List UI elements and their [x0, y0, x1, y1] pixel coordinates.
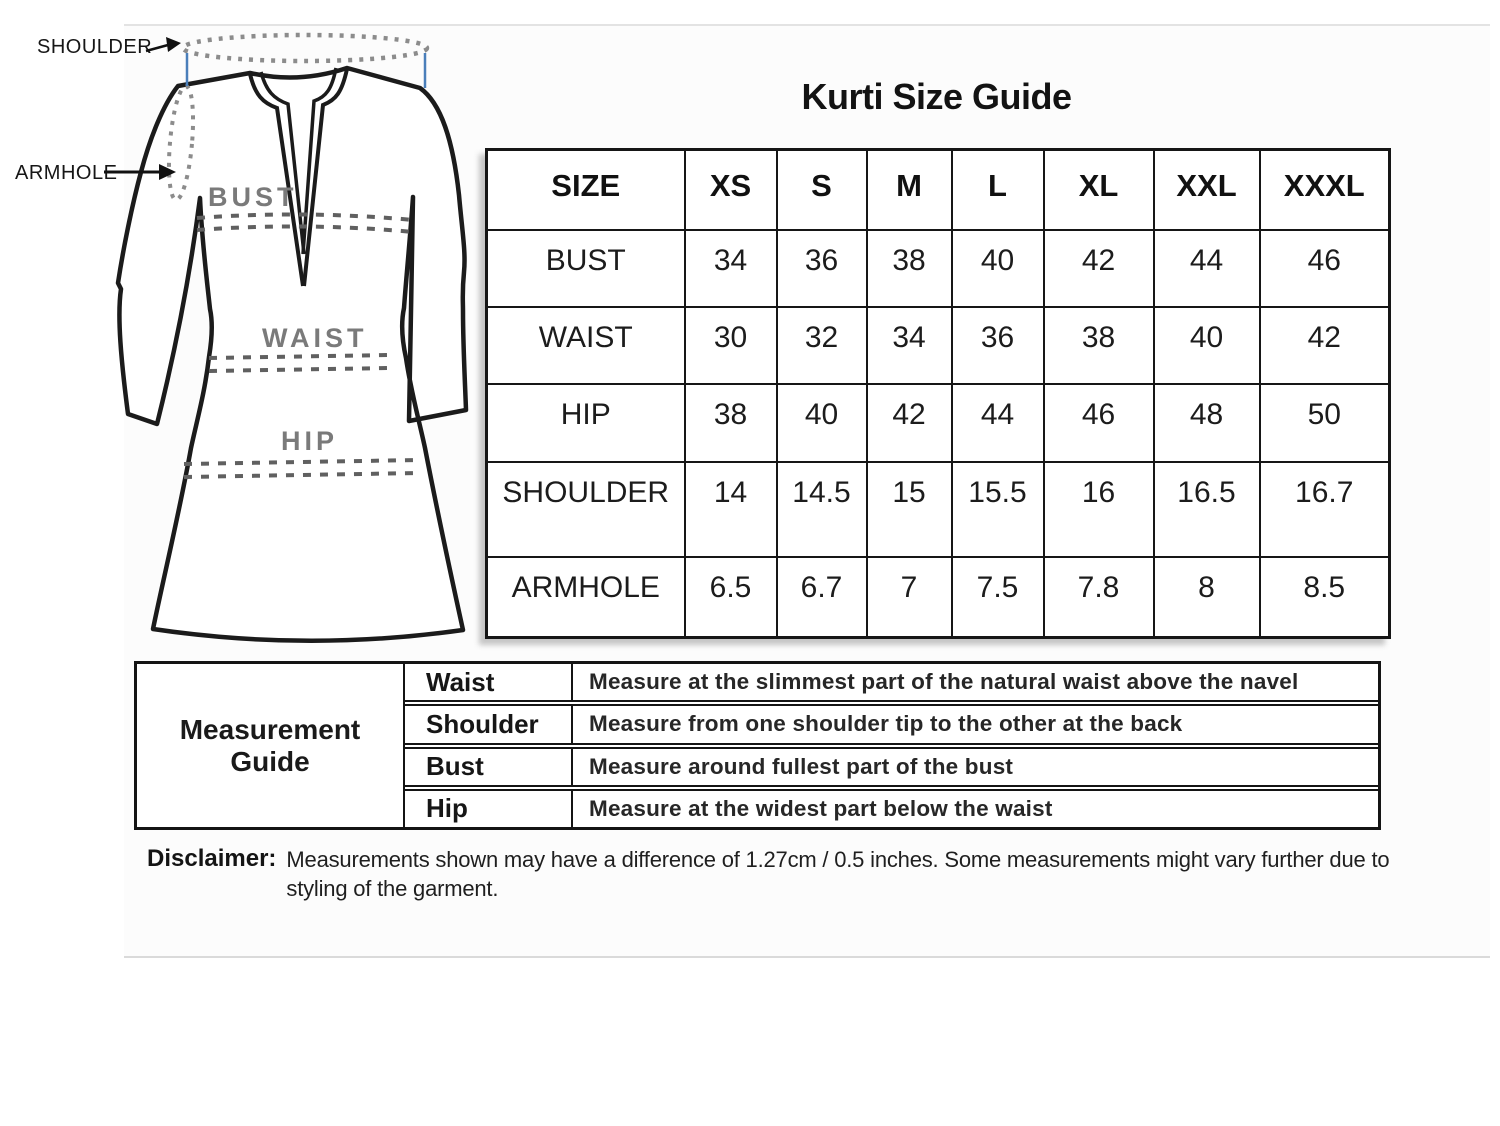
- size-table: [485, 148, 1391, 639]
- size-col-header: XXXL: [1260, 150, 1390, 230]
- list-item: [405, 664, 1378, 706]
- list-item: [405, 749, 1378, 791]
- guide-row-label: Bust: [405, 749, 573, 785]
- table-row: [487, 384, 1390, 462]
- waist-zone-label: WAIST: [262, 323, 368, 353]
- size-value: 46: [1044, 384, 1154, 462]
- size-col-header: M: [867, 150, 952, 230]
- guide-row-label: Shoulder: [405, 706, 573, 742]
- list-item: [405, 791, 1378, 827]
- size-col-header: SIZE: [487, 150, 685, 230]
- size-value: 8.5: [1260, 557, 1390, 638]
- size-value: 40: [952, 230, 1044, 307]
- size-value: 7: [867, 557, 952, 638]
- page-title: Kurti Size Guide: [801, 76, 1072, 117]
- table-row: [487, 462, 1390, 557]
- hip-zone-label: HIP: [281, 426, 339, 456]
- size-value: 32: [777, 307, 867, 384]
- measure-row-label: HIP: [487, 384, 685, 462]
- size-value: 14.5: [777, 462, 867, 557]
- table-row: [487, 557, 1390, 638]
- size-value: 6.7: [777, 557, 867, 638]
- table-row: [487, 307, 1390, 384]
- size-value: 50: [1260, 384, 1390, 462]
- size-value: 16.7: [1260, 462, 1390, 557]
- size-value: 34: [685, 230, 777, 307]
- size-value: 42: [1044, 230, 1154, 307]
- guide-row-description: Measure from one shoulder tip to the other at the back: [589, 711, 1183, 737]
- shoulder-measure-ellipse: [183, 35, 427, 61]
- size-col-header: L: [952, 150, 1044, 230]
- disclaimer: [147, 845, 1411, 904]
- size-value: 6.5: [685, 557, 777, 638]
- table-row: [487, 230, 1390, 307]
- guide-row-label: Hip: [405, 791, 573, 827]
- measure-row-label: WAIST: [487, 307, 685, 384]
- kurti-diagram: [0, 0, 500, 660]
- guide-row-description: Measure at the slimmest part of the natural waist above the navel: [589, 669, 1299, 695]
- size-value: 46: [1260, 230, 1390, 307]
- measure-row-label: ARMHOLE: [487, 557, 685, 638]
- size-value: 7.5: [952, 557, 1044, 638]
- disclaimer-label: Disclaimer:: [147, 845, 277, 872]
- guide-row-description: Measure around fullest part of the bust: [589, 753, 1014, 779]
- size-value: 38: [685, 384, 777, 462]
- bust-zone-label: BUST: [208, 182, 298, 212]
- size-value: 36: [777, 230, 867, 307]
- list-item: [405, 706, 1378, 748]
- measurement-guide: [134, 661, 1381, 830]
- size-value: 7.8: [1044, 557, 1154, 638]
- shoulder-callout-label: SHOULDER: [37, 36, 153, 58]
- guide-row-label: Waist: [405, 664, 573, 700]
- size-value: 38: [867, 230, 952, 307]
- measurement-guide-title: Measurement Guide: [137, 664, 405, 827]
- guide-row-description: Measure at the widest part below the waist: [589, 795, 1053, 821]
- size-value: 36: [952, 307, 1044, 384]
- size-value: 15.5: [952, 462, 1044, 557]
- measure-row-label: SHOULDER: [487, 462, 685, 557]
- disclaimer-text: Measurements shown may have a difference of 1.27cm / 0.5 inches. Some measurements might vary further due to styling of the garment.: [286, 847, 1390, 902]
- size-table-header-row: [487, 150, 1390, 230]
- armhole-callout-label: ARMHOLE: [15, 162, 118, 184]
- size-value: 16.5: [1154, 462, 1260, 557]
- measure-row-label: BUST: [487, 230, 685, 307]
- size-value: 15: [867, 462, 952, 557]
- measurement-guide-rows: [405, 664, 1378, 827]
- size-value: 14: [685, 462, 777, 557]
- size-value: 30: [685, 307, 777, 384]
- size-value: 16: [1044, 462, 1154, 557]
- size-value: 42: [1260, 307, 1390, 384]
- size-value: 42: [867, 384, 952, 462]
- size-value: 44: [952, 384, 1044, 462]
- size-value: 34: [867, 307, 952, 384]
- size-value: 8: [1154, 557, 1260, 638]
- size-value: 48: [1154, 384, 1260, 462]
- size-col-header: S: [777, 150, 867, 230]
- size-col-header: XL: [1044, 150, 1154, 230]
- size-value: 40: [1154, 307, 1260, 384]
- size-col-header: XS: [685, 150, 777, 230]
- size-col-header: XXL: [1154, 150, 1260, 230]
- size-value: 38: [1044, 307, 1154, 384]
- size-value: 44: [1154, 230, 1260, 307]
- size-value: 40: [777, 384, 867, 462]
